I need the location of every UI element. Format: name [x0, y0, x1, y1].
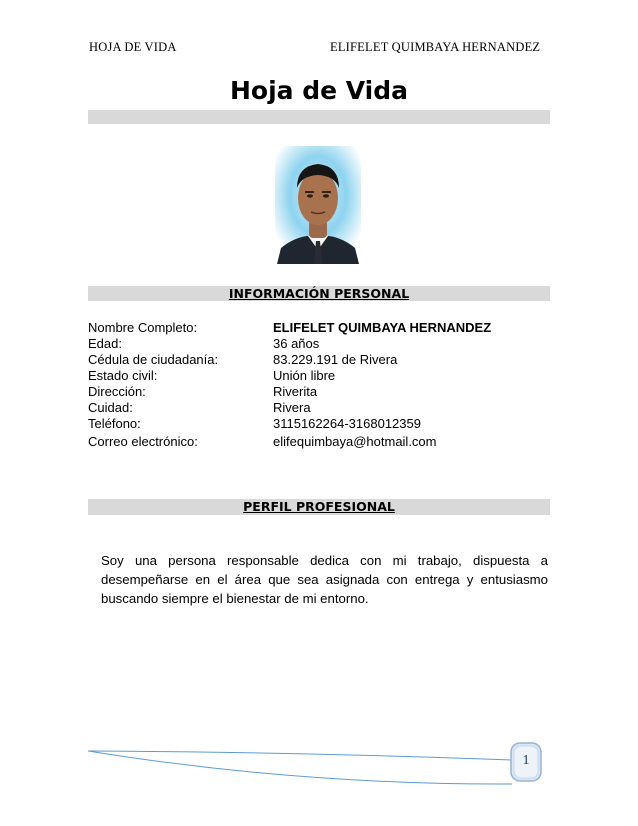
- section-title-professional-profile: PERFIL PROFESIONAL: [243, 499, 395, 514]
- page-header-left: HOJA DE VIDA: [89, 40, 177, 54]
- info-label: Cédula de ciudadanía:: [88, 352, 219, 367]
- info-value: 3115162264-3168012359: [273, 416, 421, 431]
- section-title-personal-info: INFORMACIÓN PERSONAL: [228, 286, 410, 301]
- info-label: Cuidad:: [88, 400, 133, 415]
- page-header-right: ELIFELET QUIMBAYA HERNANDEZ: [330, 40, 541, 54]
- info-label: Estado civil:: [88, 368, 158, 383]
- page-number: 1: [522, 753, 530, 768]
- info-value-name: ELIFELET QUIMBAYA HERNANDEZ: [273, 320, 492, 335]
- info-value: Riverita: [273, 384, 318, 399]
- section-bar-professional-profile: [88, 499, 550, 515]
- info-value: 83.229.191 de Rivera: [273, 352, 398, 367]
- professional-profile-text: Soy una persona responsable dedica con mi trabajo, dispuesta a desempeñarse en el área que sea asignada con entrega y entusiasmo buscando siempre el bienestar de mi entorno.: [101, 553, 548, 606]
- info-value: Unión libre: [273, 368, 336, 383]
- info-value-email[interactable]: elifequimbaya@hotmail.com: [273, 434, 437, 449]
- document-title: Hoja de Vida: [229, 76, 409, 105]
- info-label: Nombre Completo:: [88, 320, 198, 335]
- profile-photo: [275, 146, 361, 264]
- section-bar-personal-info: [88, 286, 550, 301]
- info-value: 36 años: [273, 336, 320, 351]
- info-label: Correo electrónico:: [88, 434, 198, 449]
- info-value: Rivera: [273, 400, 311, 415]
- info-label: Edad:: [88, 336, 122, 351]
- info-label: Teléfono:: [88, 416, 141, 431]
- info-label: Dirección:: [88, 384, 146, 399]
- title-underline-bar: [88, 110, 550, 124]
